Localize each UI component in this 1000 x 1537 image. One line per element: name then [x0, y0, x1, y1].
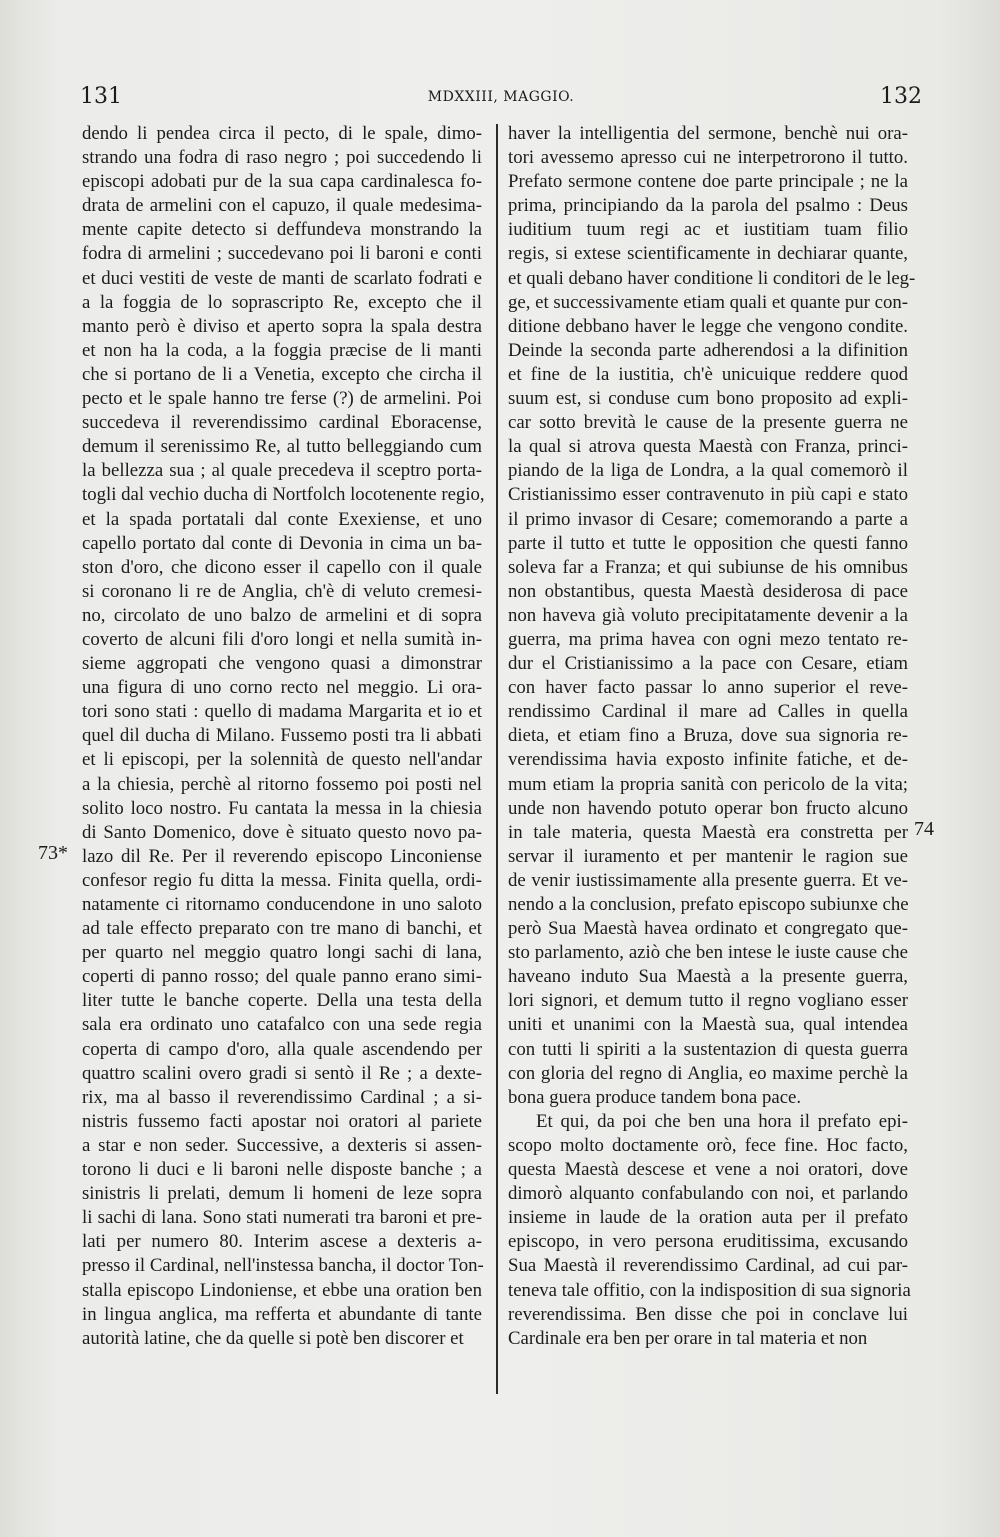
- text-line: demum il serenissimo Re, al tutto belleggiando cum: [82, 436, 482, 458]
- text-line: a star e non seder. Successive, a dexteris si assen-: [82, 1134, 482, 1156]
- text-line: rix, ma al basso il reverendissimo Cardinal ; a si-: [82, 1086, 482, 1108]
- text-line: però Sua Maestà havea ordinato et congregato que-: [508, 918, 908, 940]
- page-number-left: 131: [80, 84, 122, 109]
- page-header: [80, 84, 922, 116]
- text-line: ditione debbano haver le legge che vengono condite.: [508, 315, 908, 337]
- text-line: piando de la liga de Londra, a la qual comemorò il: [508, 460, 908, 482]
- text-line: strando una fodra di raso negro ; poi succedendo li: [82, 147, 482, 169]
- text-line: togli dal vechio ducha di Nortfolch locotenente regio,: [82, 484, 485, 506]
- margin-number-left: 73*: [38, 842, 68, 864]
- text-line: coperta di campo d'oro, alla quale ascendendo per: [82, 1038, 482, 1060]
- text-line: sto parlamento, aziò che ben intese le iuste cause che: [508, 942, 908, 964]
- text-line: manto però è diviso et aperto sopra la spala destra: [82, 315, 482, 337]
- right-column: [508, 122, 916, 1351]
- text-line: il primo invasor di Cesare; comemorando a parte a: [508, 508, 908, 530]
- text-line: drata de armelini con el capuzo, il quale medesima-: [82, 195, 482, 217]
- text-line: teneva tale offitio, con la indisposition di sua signoria: [508, 1279, 911, 1301]
- text-line: lazo dil Re. Per il reverendo episcopo Linconiense: [82, 845, 482, 867]
- text-line: episcopo, in vero persona eruditissima, excusando: [508, 1231, 908, 1253]
- text-line: et li episcopi, per la solennità de questo nell'andar: [82, 749, 482, 771]
- left-column: [82, 122, 485, 1351]
- text-line: mente capite detecto si deffundeva monstrando la: [82, 219, 482, 241]
- text-line: natamente ci ritornamo conducendone in uno saloto: [82, 894, 482, 915]
- text-line: servar il iuramento et per mantenir le ragion sue: [508, 845, 908, 867]
- text-line: scopo molto doctamente orò, fece fine. Hoc facto,: [508, 1134, 908, 1156]
- text-line: la qual si atrova questa Maestà con Franza, princi-: [508, 436, 908, 458]
- text-line: episcopi adobati pur de la sua capa cardinalesca fo-: [82, 171, 482, 193]
- text-line: questa Maestà descese et vene a noi oratori, dove: [508, 1159, 908, 1181]
- text-line: no, circolato de uno balzo de armelini et di sopra: [82, 604, 482, 626]
- text-line: coperti di panno rosso; del quale panno erano simi-: [82, 966, 482, 988]
- text-line: autorità latine, che da quelle si potè ben discorer et: [82, 1327, 464, 1349]
- text-line: che si portano de li a Venetia, excepto che circha il: [82, 363, 482, 385]
- text-line: a la chiesia, perchè al ritorno fossemo poi posti nel: [82, 773, 482, 795]
- text-line: Cardinale era ben per orare in tal materia et non: [508, 1327, 868, 1349]
- text-line: la bellezza sua ; al quale precedeva il sceptro porta-: [82, 460, 482, 482]
- text-line: non haveva già voluto precipitatamente devenir a la: [508, 604, 908, 626]
- text-line: ston d'oro, che dicono esser il capello con il quale: [82, 556, 482, 578]
- text-line: et duci vestiti de veste de manti de scarlato fodrati e: [82, 267, 482, 289]
- text-line: et fine de la iustitia, ch'è unicuique reddere quod: [508, 363, 908, 385]
- text-line: presso il Cardinal, nell'instessa bancha, il doctor Ton-: [82, 1255, 484, 1277]
- text-line: pecto et le spale hanno tre ferse (?) de armelini. Poi: [82, 388, 482, 410]
- text-line: con haver facto passar lo anno superior el reve-: [508, 677, 908, 699]
- running-title: MDXXIII, MAGGIO.: [427, 89, 575, 105]
- text-line: tori avessemo apresso cui ne interpetrorono il tutto.: [508, 147, 908, 169]
- text-line: sala era ordinato uno catafalco con una sede regia: [82, 1014, 482, 1036]
- text-line: car sotto brevità le cause de la presente guerra ne: [508, 412, 908, 434]
- text-line: in lingua anglica, ma refferta et abundante di tante: [82, 1303, 482, 1325]
- column-divider: [496, 124, 498, 1394]
- text-line: et quali debano haver conditione li conditori de le leg-: [508, 267, 916, 289]
- text-line: li sachi di lana. Sono stati numerati tra baroni et pre-: [82, 1207, 482, 1229]
- text-line: haver la intelligentia del sermone, benchè nui ora-: [508, 123, 908, 144]
- text-line: guerra, ma prima havea con ogni mezo tentato re-: [508, 628, 908, 650]
- text-line: suum est, si conduse cum bono proposito ad expli-: [508, 388, 908, 410]
- text-line: stalla episcopo Lindoniense, et ebbe una oration ben: [82, 1279, 482, 1301]
- text-line: ad tale effecto preparato con tre mano di banchi, et: [82, 918, 482, 940]
- text-line: iuditium tuum regi ac et iustitiam tuam filio: [508, 219, 908, 241]
- text-line: haveano induto Sua Maestà a la presente guerra,: [508, 966, 908, 988]
- text-line: Et qui, da poi che ben una hora il prefato epi-: [536, 1110, 908, 1132]
- page-number-right: 132: [880, 84, 922, 109]
- text-line: sieme aggropati che vengono quasi a dimonstrar: [82, 653, 482, 675]
- text-line: unde non havendo potuto operar bon fructo alcuno: [508, 797, 908, 819]
- text-line: dur el Cristianissimo a la pace con Cesare, etiam: [508, 653, 908, 675]
- text-line: verendissima havia exposto infinite fatiche, et de-: [508, 749, 908, 771]
- text-line: dimorò alquanto confabulando con noi, et parlando: [508, 1183, 908, 1205]
- text-line: de venir iustissimamente alla presente guerra. Et ve-: [508, 869, 908, 891]
- text-line: si coronano li re de Anglia, ch'è di veluto cremesi-: [82, 580, 482, 602]
- text-line: regis, si extese scientificamente in dechiarar quante,: [508, 243, 908, 265]
- text-line: nistris fussemo facti apostar noi oratori al pariete: [82, 1110, 482, 1132]
- text-line: reverendissima. Ben disse che poi in conclave lui: [508, 1303, 908, 1325]
- text-line: soleva far a Franza; et qui subiunse de his omnibus: [508, 556, 908, 578]
- text-line: confesor regio fu ditta la messa. Finita quella, ordi-: [82, 869, 482, 891]
- text-line: quel dil ducha di Milano. Fussemo posti tra li abbati: [82, 725, 482, 747]
- text-line: Deinde la seconda parte adherendosi a la difinition: [508, 339, 908, 361]
- text-line: dendo li pendea circa il pecto, di le spale, dimo-: [82, 123, 482, 144]
- text-line: et non ha la coda, a la foggia præcise de li manti: [82, 339, 482, 361]
- text-line: non obstantibus, questa Maestà desiderosa di pace: [508, 580, 908, 602]
- text-line: in tale materia, questa Maestà era constretta per: [508, 821, 908, 843]
- text-line: quattro scalini overo gradi si sentò il Re ; a dexte-: [82, 1062, 482, 1084]
- text-line: Sua Maestà il reverendissimo Cardinal, ad cui par-: [508, 1255, 908, 1277]
- text-line: et la spada portatali dal conte Exexiense, et uno: [82, 508, 482, 530]
- text-line: capello portato dal conte di Devonia in cima un ba-: [82, 532, 482, 554]
- text-line: mum etiam la propria sanità con pericolo de la vita;: [508, 773, 908, 795]
- text-line: bona guera produce tandem bona pace.: [508, 1086, 802, 1108]
- text-line: insieme in laude de la oration auta per il prefato: [508, 1207, 908, 1229]
- text-line: una figura di uno corno recto nel meggio. Li ora-: [82, 677, 482, 699]
- text-line: liter tutte le banche coperte. Della una testa della: [82, 990, 482, 1012]
- text-line: uniti et unanimi con la Maestà sua, qual intendea: [508, 1014, 908, 1036]
- text-line: ge, et successivamente etiam quali et quante pur con-: [508, 291, 908, 313]
- text-line: lati per numero 80. Interim ascese a dexteris a-: [82, 1231, 482, 1253]
- text-line: parte il tutto et tutte le opposition che questi fanno: [508, 532, 908, 554]
- text-line: coverto de alcuni fili d'oro longi et nella sumità in-: [82, 628, 482, 650]
- text-line: a la foggia de lo soprascripto Re, excepto che il: [82, 291, 482, 313]
- text-line: rendissimo Cardinal il mare ad Calles in quella: [508, 701, 908, 723]
- text-line: di Santo Domenico, dove è situato questo novo pa-: [82, 821, 482, 843]
- text-line: lori signori, et demum tutto il regno vogliano esser: [508, 990, 908, 1012]
- text-line: sinistris li prelati, demum li homeni de leze sopra: [82, 1183, 482, 1205]
- margin-number-right: 74: [914, 818, 934, 840]
- text-line: tori sono stati : quello di madama Margarita et io et: [82, 701, 482, 723]
- text-line: torono li duci e li baroni nelle disposte banche ; a: [82, 1159, 482, 1181]
- text-line: nendo a la conclusion, prefato episcopo subiunxe che: [508, 894, 909, 915]
- text-line: Cristianissimo esser contravenuto in più capi e stato: [508, 484, 908, 506]
- text-line: per quarto nel meggio quatro longi sachi di lana,: [82, 942, 482, 964]
- text-line: dieta, et etiam fino a Bruza, dove sua signoria re-: [508, 725, 908, 747]
- text-line: Prefato sermone contene doe parte principale ; ne la: [508, 171, 908, 193]
- text-line: succedeva il reverendissimo cardinal Eboracense,: [82, 412, 482, 434]
- text-line: solito loco nostro. Fu cantata la messa in la chiesia: [82, 797, 482, 819]
- text-line: con tutti li spiriti a la sustentazion di questa guerra: [508, 1038, 908, 1060]
- text-line: prima, principiando da la parola del psalmo : Deus: [508, 195, 908, 217]
- text-line: con gloria del regno di Anglia, eo maxime perchè la: [508, 1062, 908, 1084]
- text-line: fodra di armelini ; succedevano poi li baroni e conti: [82, 243, 482, 265]
